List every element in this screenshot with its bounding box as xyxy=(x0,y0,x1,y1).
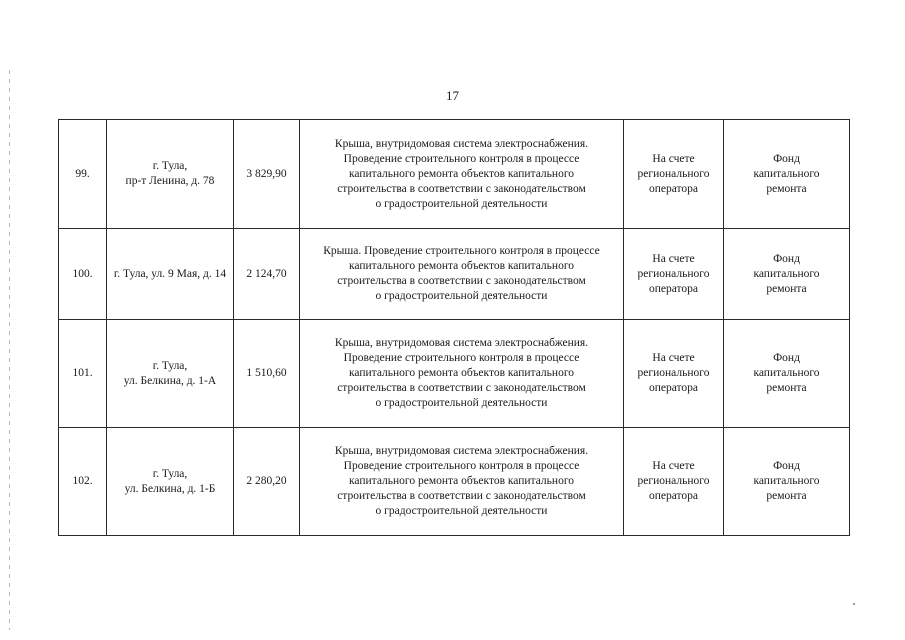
source-line: ремонта xyxy=(766,382,807,394)
works-line: о градостроительной деятельности xyxy=(375,197,548,210)
address-cell xyxy=(107,428,234,536)
address-line: пр-т Ленина, д. 78 xyxy=(125,175,215,187)
works-line: о градостроительной деятельности xyxy=(375,397,548,409)
source-line: Фонд xyxy=(773,460,800,472)
address-line: г. Тула, xyxy=(152,359,188,372)
works-line: Проведение строительного контроля в процессе xyxy=(343,352,580,364)
works-line: о градостроительной деятельности xyxy=(375,290,548,302)
row-number: 102. xyxy=(59,428,107,536)
address-line: г. Тула, ул. 9 Мая, д. 14 xyxy=(113,267,227,280)
table-row xyxy=(59,229,850,320)
table-row xyxy=(59,120,850,229)
source-line: ремонта xyxy=(766,490,807,502)
works-line: капитального ремонта объектов капитального xyxy=(348,167,574,180)
scan-speck xyxy=(853,603,855,605)
source-line: капитального xyxy=(753,475,820,487)
row-number: 100. xyxy=(59,229,107,320)
area-cell: 1 510,60 xyxy=(234,320,300,428)
works-line: о градостроительной деятельности xyxy=(375,505,548,517)
operator-line: регионального xyxy=(637,367,710,379)
operator-line: регионального xyxy=(637,475,710,487)
address-cell xyxy=(107,120,234,229)
operator-line: регионального xyxy=(637,167,710,180)
works-line: капитального ремонта объектов капитального xyxy=(348,475,574,487)
works-cell xyxy=(300,428,624,536)
works-line: Проведение строительного контроля в процессе xyxy=(343,152,580,165)
address-line: ул. Белкина, д. 1-А xyxy=(123,374,217,387)
works-cell xyxy=(300,120,624,229)
works-line: капитального ремонта объектов капитального xyxy=(348,260,574,272)
source-line: Фонд xyxy=(773,252,800,265)
works-line: строительства в соответствии с законодательством xyxy=(337,275,586,287)
works-line: Крыша, внутридомовая система электроснабжения. xyxy=(334,337,589,349)
source-line: Фонд xyxy=(773,152,800,165)
table-row xyxy=(59,428,850,536)
operator-line: оператора xyxy=(648,182,699,195)
funding-source-cell xyxy=(724,428,850,536)
works-line: Крыша. Проведение строительного контроля в процессе xyxy=(323,245,600,257)
table-row xyxy=(59,320,850,428)
operator-line: оператора xyxy=(648,490,699,502)
works-line: строительства в соответствии с законодательством xyxy=(337,382,586,394)
operator-line: оператора xyxy=(648,382,699,394)
source-line: Фонд xyxy=(773,352,800,364)
area-cell: 3 829,90 xyxy=(234,120,300,229)
operator-line: На счете xyxy=(652,152,695,165)
operator-cell xyxy=(624,229,724,320)
source-line: капитального xyxy=(753,367,820,379)
works-line: Проведение строительного контроля в процессе xyxy=(343,460,580,472)
row-number: 99. xyxy=(59,120,107,229)
works-line: строительства в соответствии с законодательством xyxy=(337,182,586,195)
address-cell xyxy=(107,320,234,428)
source-line: ремонта xyxy=(766,182,807,195)
source-line: капитального xyxy=(753,267,820,280)
operator-line: оператора xyxy=(648,282,699,295)
operator-cell xyxy=(624,120,724,229)
row-number: 101. xyxy=(59,320,107,428)
works-line: строительства в соответствии с законодательством xyxy=(337,490,586,502)
address-cell xyxy=(107,229,234,320)
works-cell xyxy=(300,229,624,320)
page-number: 17 xyxy=(446,88,459,103)
funding-source-cell xyxy=(724,229,850,320)
operator-line: На счете xyxy=(652,352,695,364)
works-line: капитального ремонта объектов капитального xyxy=(348,367,574,379)
address-line: г. Тула, xyxy=(152,160,188,172)
works-line: Крыша, внутридомовая система электроснабжения. xyxy=(334,445,589,457)
scan-margin-marks xyxy=(9,70,10,630)
operator-cell xyxy=(624,320,724,428)
operator-cell xyxy=(624,428,724,536)
works-line: Крыша, внутридомовая система электроснабжения. xyxy=(334,137,589,150)
operator-line: На счете xyxy=(652,252,695,265)
area-cell: 2 124,70 xyxy=(234,229,300,320)
works-table xyxy=(58,119,850,536)
source-line: капитального xyxy=(753,167,820,180)
operator-line: регионального xyxy=(637,267,710,280)
source-line: ремонта xyxy=(766,282,807,295)
address-line: г. Тула, xyxy=(152,467,188,480)
address-line: ул. Белкина, д. 1-Б xyxy=(124,482,216,495)
area-cell: 2 280,20 xyxy=(234,428,300,536)
works-cell xyxy=(300,320,624,428)
funding-source-cell xyxy=(724,120,850,229)
operator-line: На счете xyxy=(652,460,695,472)
funding-source-cell xyxy=(724,320,850,428)
